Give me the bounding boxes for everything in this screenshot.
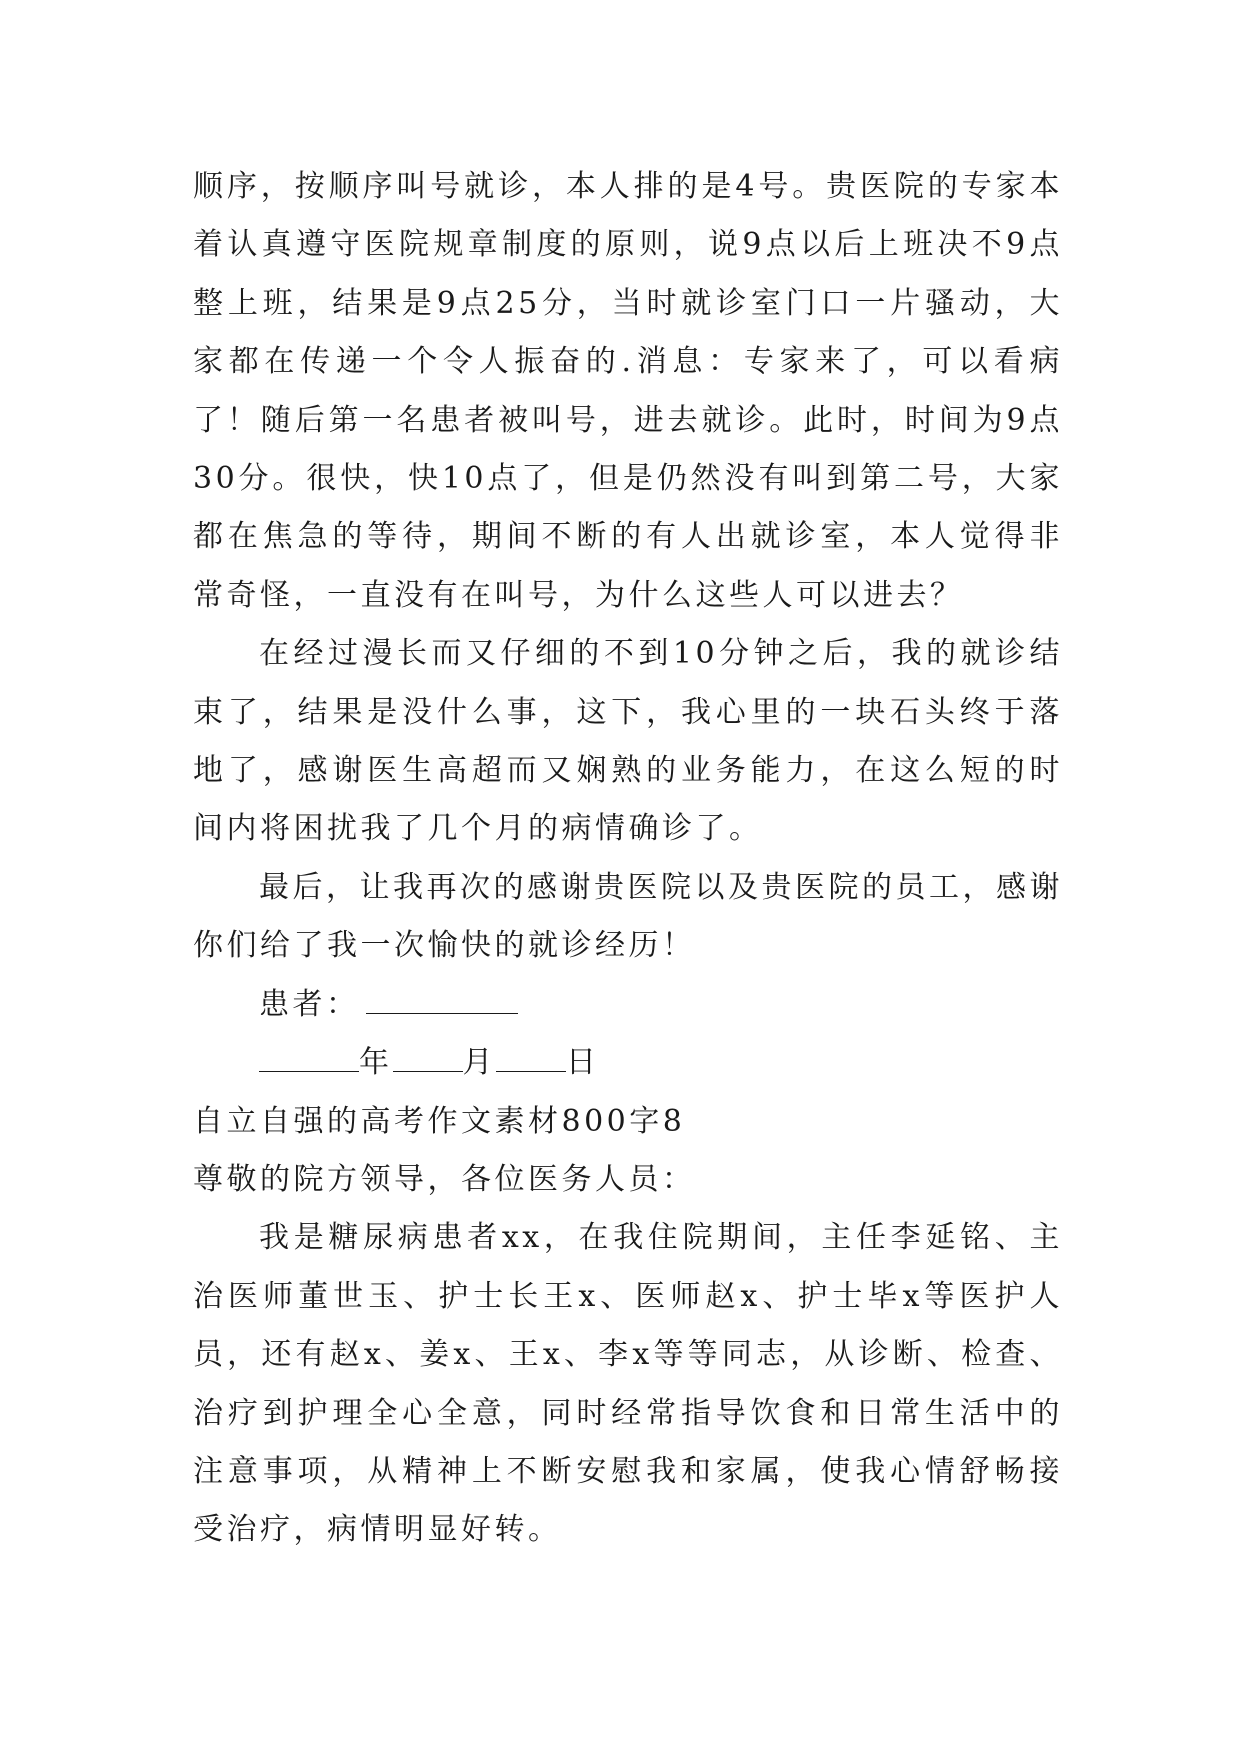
patient-name-blank (366, 979, 518, 1014)
month-label: 月 (462, 1045, 496, 1081)
document-page (193, 158, 1063, 1560)
patient-signature-line (193, 976, 1063, 1034)
body-paragraph-2: 在经过漫长而又仔细的不到10分钟之后，我的就诊结束了，结果是没什么事，这下，我心里的一块石头终于落地了，感谢医生高超而又娴熟的业务能力，在这么短的时间内将困扰我了几个月的病情确诊了。 (193, 636, 1063, 847)
body-paragraph-4: 我是糖尿病患者xx，在我住院期间，主任李延铭、主治医师董世玉、护士长王x、医师赵x、护士毕x等医护人员，还有赵x、姜x、王x、李x等等同志，从诊断、检查、治疗到护理全心全意，同时经常指导饮食和日常生活中的注意事项，从精神上不断安慰我和家属，使我心情舒畅接受治疗，病情明显好转。 (193, 1220, 1063, 1548)
date-line (193, 1034, 1063, 1092)
month-blank (393, 1037, 463, 1072)
day-label: 日 (566, 1045, 600, 1081)
section-title: 自立自强的高考作文素材800字8 (193, 1103, 686, 1139)
patient-label: 患者： (259, 986, 360, 1022)
year-blank (259, 1037, 359, 1072)
day-blank (496, 1037, 566, 1072)
letter-salutation: 尊敬的院方领导，各位医务人员： (193, 1161, 696, 1197)
body-paragraph-1: 顺序，按顺序叫号就诊，本人排的是4号。贵医院的专家本着认真遵守医院规章制度的原则，说9点以后上班决不9点整上班，结果是9点25分，当时就诊室门口一片骚动，大家都在传递一个令人振奋的.消息：专家来了，可以看病了！随后第一名患者被叫号，进去就诊。此时，时间为9点30分。很快，快10点了，但是仍然没有叫到第二号，大家都在焦急的等待，期间不断的有人出就诊室，本人觉得非常奇怪，一直没有在叫号，为什么这些人可以进去？ (193, 169, 1063, 613)
year-label: 年 (359, 1045, 393, 1081)
body-paragraph-3: 最后，让我再次的感谢贵医院以及贵医院的员工，感谢你们给了我一次愉快的就诊经历！ (193, 869, 1063, 964)
